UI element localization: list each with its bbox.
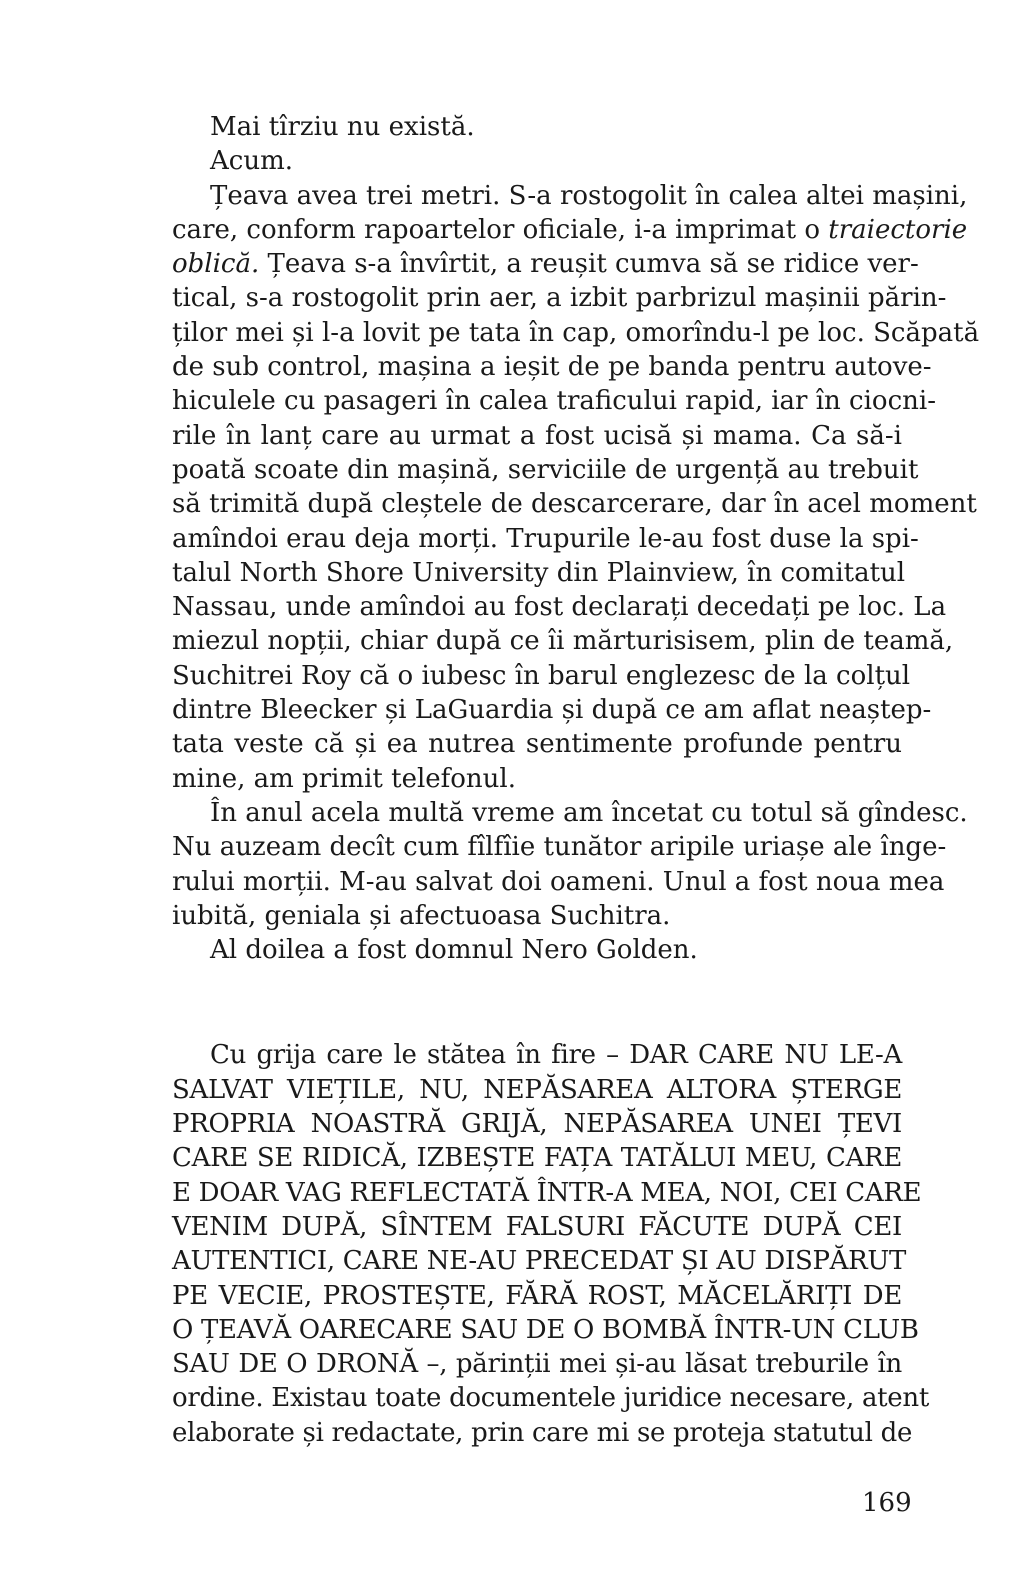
text-line: rului morții. M-au salvat doi oameni. Unul a fost noua mea [172, 866, 945, 897]
text-line: ților mei și l-a lovit pe tata în cap, omorîndu-l pe loc. Scăpată [172, 317, 980, 348]
text-line: să trimită după cleștele de descarcerare, dar în acel moment [172, 489, 977, 520]
text-line: elaborate și redactate, prin care mi se proteja statutul de [172, 1417, 913, 1448]
section-2 [134, 1038, 929, 1450]
text-line: hiculele cu pasageri în calea traficului rapid, iar în ciocni- [172, 386, 936, 417]
text-line: Mai tîrziu nu există. [210, 112, 475, 142]
text-line: mine, am primit telefonul. [172, 763, 517, 794]
text-line: PROPRIA NOASTRĂ GRIJĂ, NEPĂSAREA UNEI ȚEVI [172, 1109, 902, 1140]
text-line: dintre Bleecker și LaGuardia și după ce am aflat neaștep- [172, 695, 932, 726]
page-number: 169 [862, 1488, 912, 1518]
text-line: oblică. Țeava s-a învîrtit, a reușit cumva să se ridice ver- [172, 249, 919, 280]
text-line: SAU DE O DRONĂ –, părinții mei și-au lăsat treburile în [172, 1349, 902, 1380]
text-line: Al doilea a fost domnul Nero Golden. [210, 935, 698, 966]
text-line: ordine. Existau toate documentele juridice necesare, atent [172, 1383, 929, 1414]
text-line: E DOAR VAG REFLECTATĂ ÎNTR-A MEA, NOI, CEI CARE [172, 1177, 922, 1208]
text-line: amîndoi erau deja morți. Trupurile le-au fost duse la spi- [172, 523, 919, 554]
text-line: AUTENTICI, CARE NE-AU PRECEDAT ȘI AU DISPĂRUT [172, 1246, 907, 1277]
text-line: iubită, geniala și afectuoasa Suchitra. [172, 900, 671, 931]
text-line: Nu auzeam decît cum fîlfîie tunător aripile uriașe ale înge- [172, 832, 947, 863]
text-line: VENIM DUPĂ, SÎNTEM FALSURI FĂCUTE DUPĂ CEI [172, 1211, 902, 1242]
section-break [134, 967, 902, 1038]
text-line: care, conform rapoartelor oficiale, i-a imprimat o traiectorie [172, 214, 968, 245]
page-body [134, 110, 980, 1450]
text-line: CARE SE RIDICĂ, IZBEȘTE FAȚA TATĂLUI MEU, CARE [172, 1143, 902, 1174]
text-line: talul North Shore University din Plainview, în comitatul [172, 557, 906, 588]
text-line: Nassau, unde amîndoi au fost declarați decedați pe loc. La [172, 592, 947, 623]
text-line: Acum. [210, 146, 294, 177]
section-1 [134, 110, 980, 967]
text-line: SALVAT VIEȚILE, NU, NEPĂSAREA ALTORA ȘTERGE [172, 1074, 902, 1105]
text-line: Țeava avea trei metri. S-a rostogolit în calea altei mașini, [210, 180, 968, 211]
text-line: tata veste că și ea nutrea sentimente profunde pentru [172, 729, 902, 760]
text-line: de sub control, mașina a ieșit de pe banda pentru autove- [172, 352, 932, 383]
text-line: O ȚEAVĂ OARECARE SAU DE O BOMBĂ ÎNTR-UN CLUB [172, 1314, 919, 1345]
text-line: tical, s-a rostogolit prin aer, a izbit parbrizul mașinii părin- [172, 283, 947, 314]
text-line: Cu grija care le stătea în fire – DAR CARE NU LE-A [210, 1040, 902, 1071]
text-line: Suchitrei Roy că o iubesc în barul englezesc de la colțul [172, 660, 911, 691]
text-line: poată scoate din mașină, serviciile de urgență au trebuit [172, 454, 919, 485]
text-line: PE VECIE, PROSTEȘTE, FĂRĂ ROST, MĂCELĂRIȚI DE [172, 1280, 902, 1311]
text-line: miezul nopții, chiar după ce îi mărturisisem, plin de teamă, [172, 626, 954, 657]
text-line: În anul acela multă vreme am încetat cu totul să gîndesc. [210, 797, 968, 828]
text-line: rile în lanț care au urmat a fost ucisă și mama. Ca să-i [172, 420, 902, 451]
